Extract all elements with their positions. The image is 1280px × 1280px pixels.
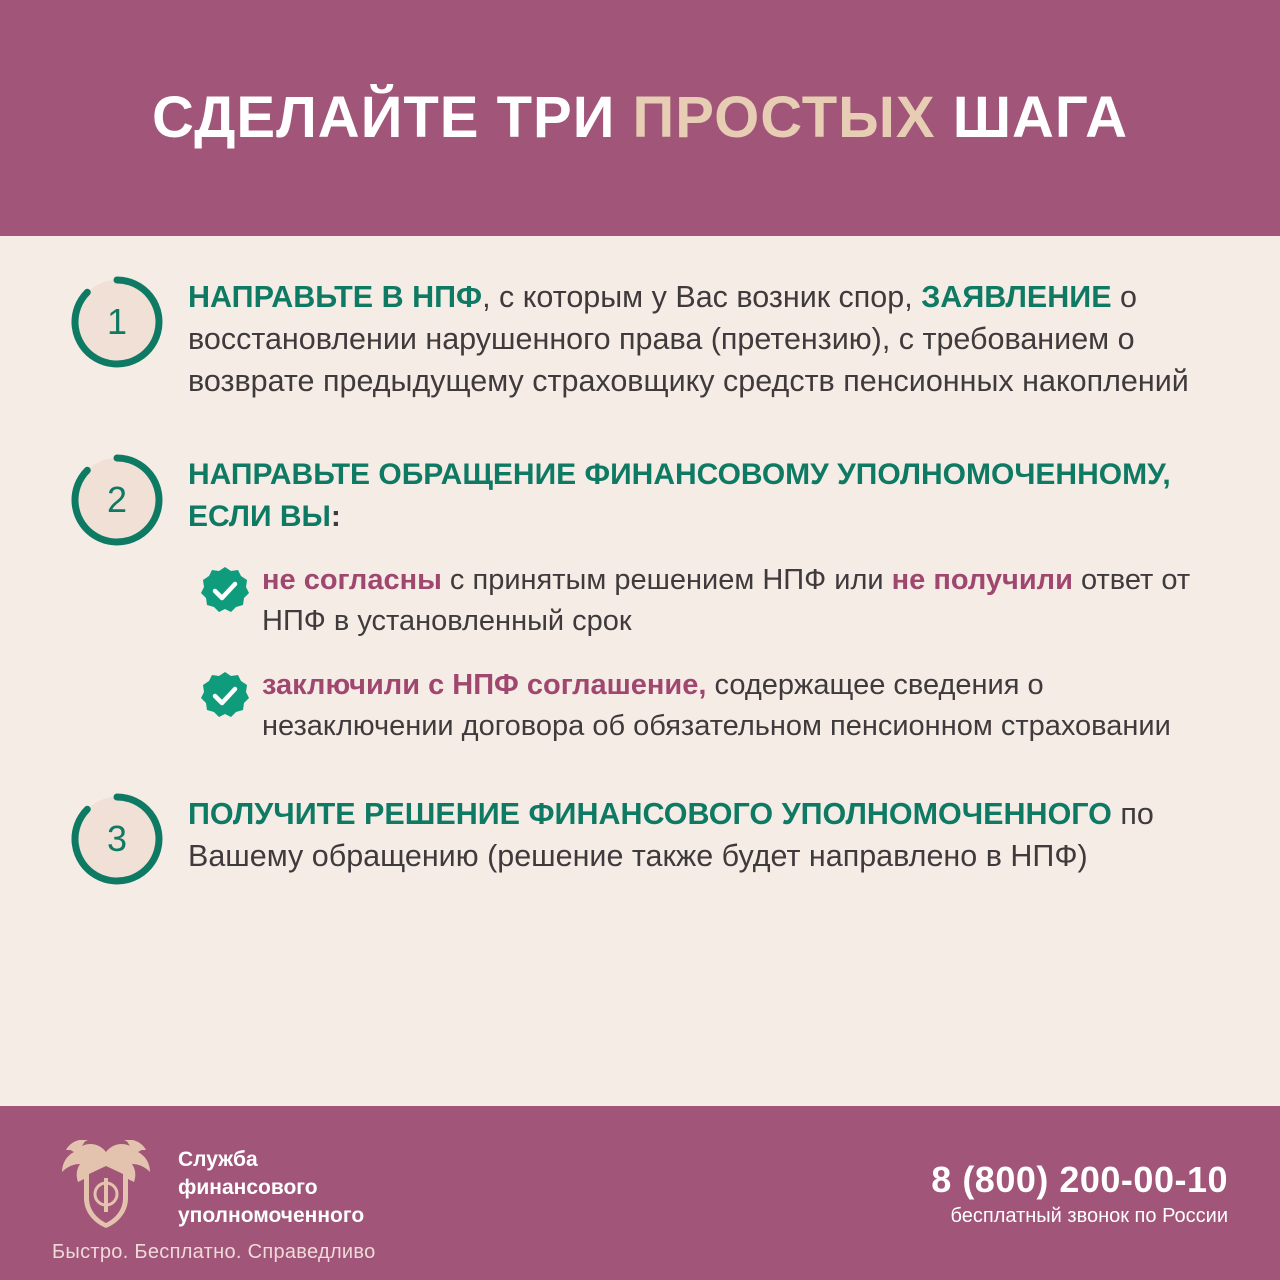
step-item-1 xyxy=(46,270,1234,402)
step-1-strong-1: НАПРАВЬТЕ В НПФ xyxy=(188,280,483,314)
step-item-3 xyxy=(46,787,1234,887)
bullet-1-accent-2: не получили xyxy=(891,564,1073,597)
phone-note: бесплатный звонок по России xyxy=(950,1204,1228,1227)
bullet-2-accent-1: заключили с НПФ соглашение, xyxy=(262,668,707,701)
page-title xyxy=(152,86,1128,150)
list-item xyxy=(200,560,1234,642)
bullet-1-text xyxy=(262,560,1234,642)
step-1-text-1: , с которым у Вас возник спор, xyxy=(482,280,922,314)
step-2-bullets xyxy=(200,560,1234,747)
step-2-badge-wrap xyxy=(46,448,188,548)
step-3-badge-wrap xyxy=(46,787,188,887)
footer-brand xyxy=(52,1138,376,1263)
brand-line-3: уполномоченного xyxy=(178,1203,365,1227)
check-badge-icon xyxy=(200,560,262,628)
brand-line-1: Служба xyxy=(178,1147,258,1171)
footer-bar xyxy=(0,1106,1280,1280)
step-number-badge xyxy=(69,274,165,370)
step-1-text xyxy=(188,270,1234,402)
step-2-heading xyxy=(188,454,1234,538)
step-1-badge-wrap xyxy=(46,270,188,370)
brand-line-2: финансового xyxy=(178,1175,318,1199)
bullet-1-mid: с принятым решением НПФ или xyxy=(441,564,892,597)
check-badge-icon xyxy=(200,665,262,733)
phone-number[interactable]: 8 (800) 200-00-10 xyxy=(931,1158,1228,1200)
step-number-badge xyxy=(69,452,165,548)
brand-slogan: Быстро. Бесплатно. Справедливо xyxy=(52,1241,376,1263)
bullet-2-text xyxy=(262,665,1234,747)
step-3-text xyxy=(188,787,1234,877)
step-item-2 xyxy=(46,448,1234,747)
step-1-text-2: о восстановлении нарушенного права (претензию), с требованием о возврате предыдущему страховщику средств пенсионных накоплений xyxy=(188,280,1189,399)
step-2-heading-text: НАПРАВЬТЕ ОБРАЩЕНИЕ ФИНАНСОВОМУ УПОЛНОМОЧЕННОМУ, ЕСЛИ ВЫ xyxy=(188,458,1171,534)
step-3-number: 3 xyxy=(106,817,128,859)
contact-block xyxy=(931,1159,1228,1228)
double-headed-eagle-emblem xyxy=(52,1140,160,1249)
steps-list xyxy=(0,236,1280,1106)
step-2-heading-tail: : xyxy=(330,500,341,534)
step-2-text xyxy=(188,448,1234,747)
brand-name xyxy=(178,1138,364,1230)
step-3-text-1: по Вашему обращению (решение также будет направлено в НПФ) xyxy=(188,796,1154,873)
step-2-number: 2 xyxy=(106,479,128,521)
title-part-2: ШАГА xyxy=(935,85,1128,151)
header-banner xyxy=(0,0,1280,236)
step-1-strong-2: ЗАЯВЛЕНИЕ xyxy=(921,280,1112,314)
title-highlight: ПРОСТЫХ xyxy=(632,85,936,151)
step-number-badge xyxy=(69,791,165,887)
list-item xyxy=(200,665,1234,747)
bullet-2-mid: содержащее сведения о незаключении договора об обязательном пенсионном страховании xyxy=(262,668,1171,742)
bullet-1-tail: ответ от НПФ в установленный срок xyxy=(262,564,1191,638)
step-3-strong-1: ПОЛУЧИТЕ РЕШЕНИЕ ФИНАНСОВОГО УПОЛНОМОЧЕННОГО xyxy=(188,796,1112,831)
title-part-1: СДЕЛАЙТЕ ТРИ xyxy=(151,85,633,151)
step-1-number: 1 xyxy=(106,301,128,342)
bullet-1-accent-1: не согласны xyxy=(262,564,442,597)
